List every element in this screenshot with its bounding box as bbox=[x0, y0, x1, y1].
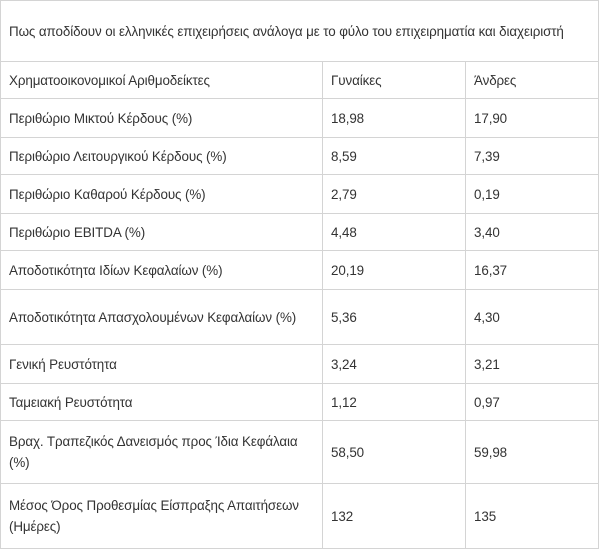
row-women-value: 132 bbox=[323, 484, 466, 549]
row-women-value: 2,79 bbox=[323, 175, 466, 214]
row-men-value: 0,19 bbox=[466, 175, 599, 214]
row-women-value: 3,24 bbox=[323, 345, 466, 384]
row-men-value: 4,30 bbox=[466, 290, 599, 345]
table-row bbox=[1, 484, 599, 549]
row-label: Περιθώριο Καθαρού Κέρδους (%) bbox=[1, 175, 323, 214]
row-label: Περιθώριο Λειτουργικού Κέρδους (%) bbox=[1, 138, 323, 175]
row-men-value: 17,90 bbox=[466, 99, 599, 138]
table-row bbox=[1, 214, 599, 251]
row-women-value: 58,50 bbox=[323, 421, 466, 484]
row-women-value: 5,36 bbox=[323, 290, 466, 345]
table-row bbox=[1, 421, 599, 484]
row-label: Αποδοτικότητα Απασχολουμένων Κεφαλαίων (%) bbox=[1, 290, 323, 345]
table-row bbox=[1, 138, 599, 175]
row-label: Βραχ. Τραπεζικός Δανεισμός προς Ίδια Κεφάλαια (%) bbox=[1, 421, 323, 484]
table-caption: Πως αποδίδουν οι ελληνικές επιχειρήσεις ανάλογα με το φύλο του επιχειρηματία και διαχειριστή bbox=[1, 1, 599, 62]
row-label: Γενική Ρευστότητα bbox=[1, 345, 323, 384]
row-women-value: 18,98 bbox=[323, 99, 466, 138]
row-label: Αποδοτικότητα Ιδίων Κεφαλαίων (%) bbox=[1, 251, 323, 290]
row-women-value: 4,48 bbox=[323, 214, 466, 251]
row-men-value: 7,39 bbox=[466, 138, 599, 175]
row-men-value: 16,37 bbox=[466, 251, 599, 290]
row-men-value: 0,97 bbox=[466, 384, 599, 421]
header-men: Άνδρες bbox=[466, 62, 599, 99]
row-women-value: 1,12 bbox=[323, 384, 466, 421]
table-row bbox=[1, 99, 599, 138]
header-row bbox=[1, 62, 599, 99]
row-label: Περιθώριο Μικτού Κέρδους (%) bbox=[1, 99, 323, 138]
row-men-value: 59,98 bbox=[466, 421, 599, 484]
row-label: Μέσος Όρος Προθεσμίας Είσπραξης Απαιτήσεων (Ημέρες) bbox=[1, 484, 323, 549]
row-women-value: 20,19 bbox=[323, 251, 466, 290]
row-men-value: 3,40 bbox=[466, 214, 599, 251]
header-women: Γυναίκες bbox=[323, 62, 466, 99]
table-row bbox=[1, 251, 599, 290]
row-men-value: 3,21 bbox=[466, 345, 599, 384]
table-row bbox=[1, 290, 599, 345]
table-row bbox=[1, 384, 599, 421]
row-women-value: 8,59 bbox=[323, 138, 466, 175]
row-label: Περιθώριο EBITDA (%) bbox=[1, 214, 323, 251]
table-row bbox=[1, 175, 599, 214]
caption-row bbox=[1, 1, 599, 62]
header-indicator: Χρηματοοικονομικοί Αριθμοδείκτες bbox=[1, 62, 323, 99]
row-men-value: 135 bbox=[466, 484, 599, 549]
row-label: Ταμειακή Ρευστότητα bbox=[1, 384, 323, 421]
table-row bbox=[1, 345, 599, 384]
